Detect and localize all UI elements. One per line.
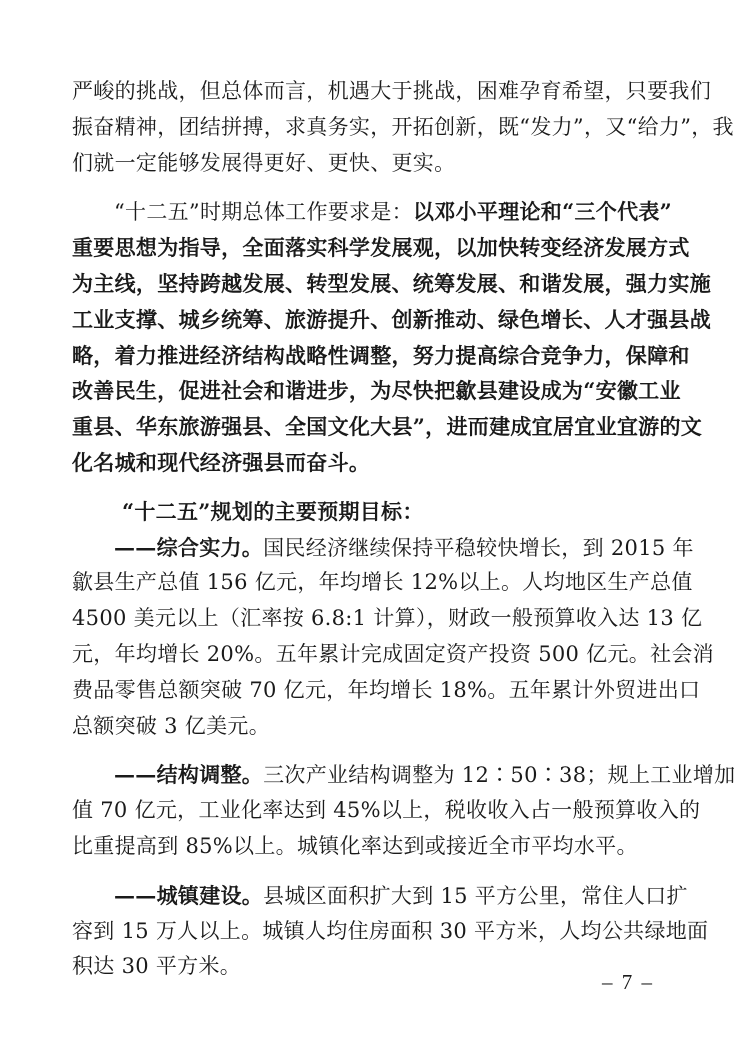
target-text: 国民经济继续保持平稳较快增长，到 2015 年 (263, 535, 694, 560)
paragraph-line: 歙县生产总值 156 亿元，年均增长 12%以上。人均地区生产总值 (72, 570, 693, 595)
requirements-bold-text: 以邓小平理论和“三个代表” (412, 199, 673, 225)
paragraph-line: 略，着力推进经济结构战略性调整，努力提高综合竞争力，保障和 (72, 342, 690, 368)
paragraph-line (72, 194, 673, 230)
paragraph-line: 比重提高到 85%以上。城镇化率达到或接近全市平均水平。 (72, 833, 638, 858)
page-number: – 7 – (602, 970, 654, 994)
target-urban-construction (72, 878, 709, 985)
target-comprehensive-strength (72, 530, 714, 745)
paragraph-line (72, 757, 735, 793)
paragraph-line: 重县、华东旅游强县、全国文化大县”，进而建成宜居宜业宜游的文 (72, 414, 703, 440)
paragraph-line: 改善民生，促进社会和谐进步，为尽快把歙县建设成为“安徽工业 (72, 378, 681, 404)
paragraph-line: 积达 30 平方米。 (72, 954, 242, 979)
target-title: ——结构调整。 (114, 762, 264, 788)
paragraph-line: 严峻的挑战，但总体而言，机遇大于挑战，困难孕育希望，只要我们 (72, 79, 711, 103)
paragraph-line: 振奋精神，团结拼搏，求真务实，开拓创新，既“发力”，又“给力”，我 (72, 114, 734, 139)
paragraph-line (72, 878, 688, 914)
section-subheading: “十二五”规划的主要预期目标： (122, 498, 424, 524)
paragraph-line: 元，年均增长 20%。五年累计完成固定资产投资 500 亿元。社会消 (72, 641, 714, 666)
target-structural-adjustment (72, 757, 735, 864)
target-title: ——综合实力。 (114, 534, 264, 560)
paragraph-line: 4500 美元以上（汇率按 6.8:1 计算），财政一般预算收入达 13 亿 (72, 606, 703, 631)
requirements-lead: “十二五”时期总体工作要求是： (114, 200, 413, 225)
paragraph-general-requirements (72, 194, 711, 480)
target-text: 县城区面积扩大到 15 平方公里，常住人口扩 (263, 883, 688, 908)
paragraph-line: 容到 15 万人以上。城镇人均住房面积 30 平方米，人均公共绿地面 (72, 918, 709, 943)
paragraph-line: 费品零售总额突破 70 亿元，年均增长 18%。五年累计外贸进出口 (72, 677, 701, 702)
paragraph-line: 们就一定能够发展得更好、更快、更实。 (72, 150, 456, 175)
paragraph-line: 为主线，坚持跨越发展、转型发展、统筹发展、和谐发展，强力实施 (72, 270, 711, 296)
document-body (72, 74, 735, 985)
paragraph-intro (72, 74, 734, 181)
paragraph-line: 工业支撑、城乡统筹、旅游提升、创新推动、绿色增长、人才强县战 (72, 306, 711, 332)
paragraph-line (72, 530, 694, 566)
target-title: ——城镇建设。 (114, 882, 264, 908)
target-text: 三次产业结构调整为 12∶50∶38；规上工业增加 (263, 763, 735, 788)
paragraph-line: 总额突破 3 亿美元。 (72, 713, 271, 738)
paragraph-line: 化名城和现代经济强县而奋斗。 (72, 449, 371, 475)
paragraph-line: 值 70 亿元，工业化率达到 45%以上，税收收入占一般预算收入的 (72, 798, 701, 823)
paragraph-line: 重要思想为指导，全面落实科学发展观，以加快转变经济发展方式 (72, 235, 690, 261)
